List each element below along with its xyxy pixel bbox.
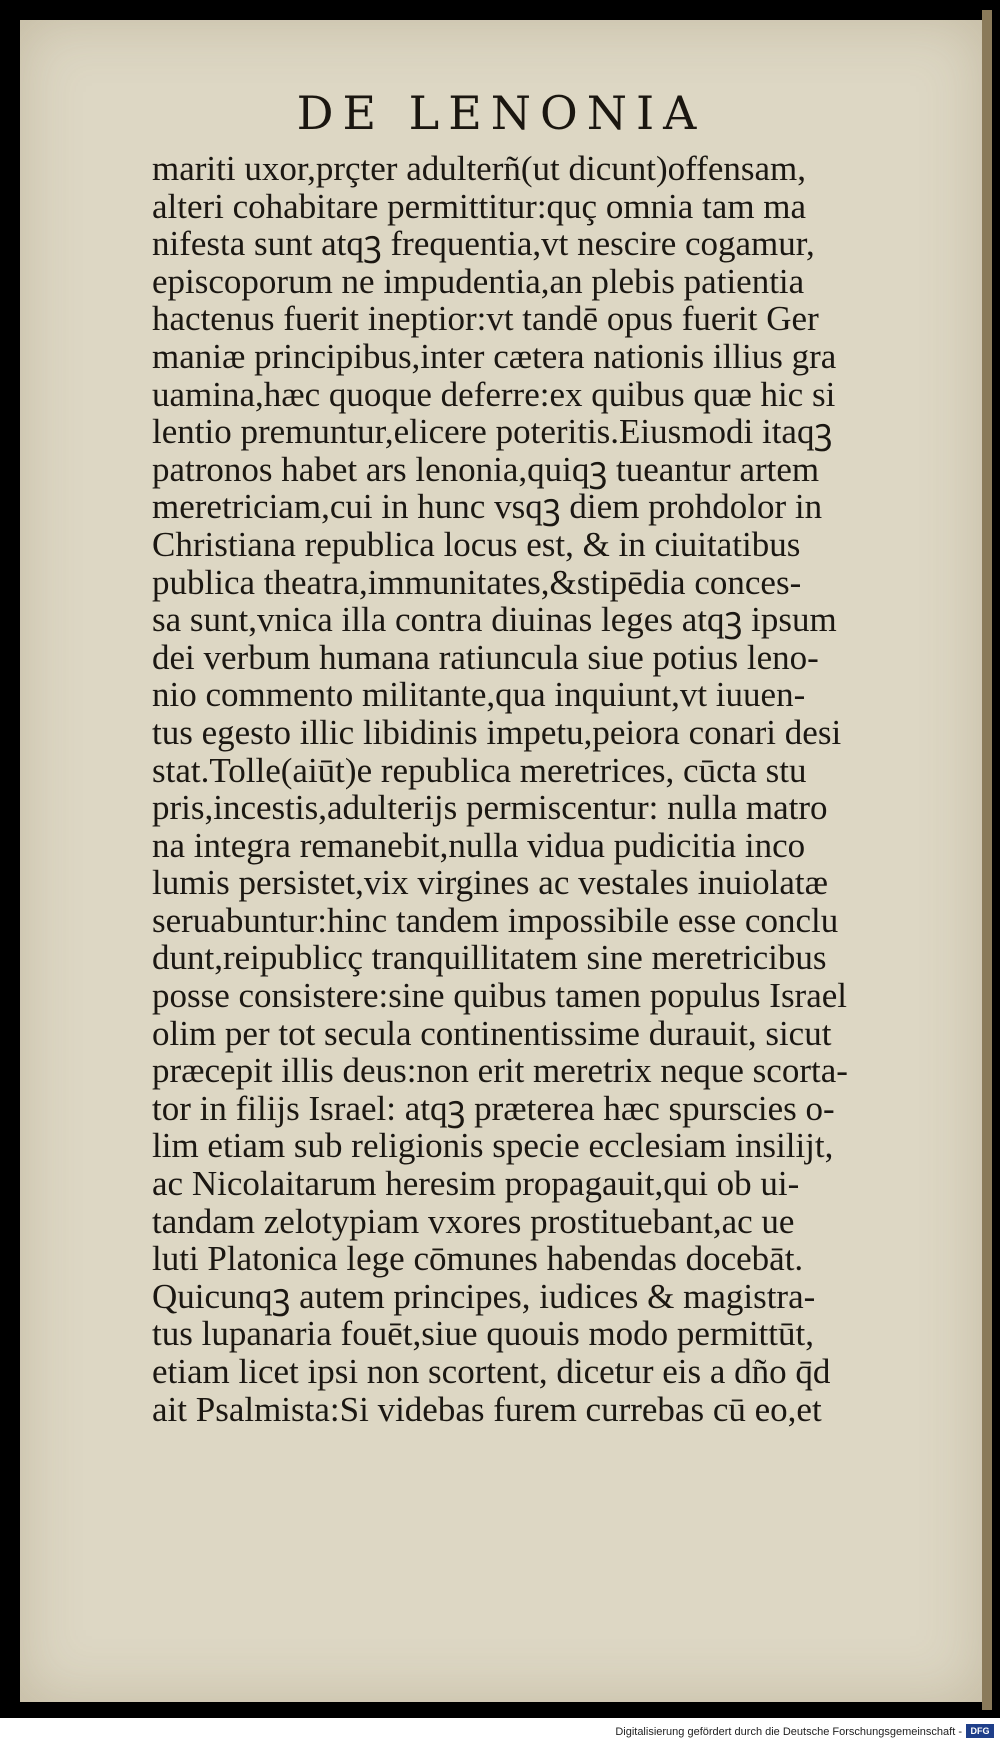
text-line: hactenus fuerit ineptior:vt tandē opus fuerit Ger [152,299,819,339]
text-line: Quicunqꝫ autem principes, iudices & magistra- [152,1276,816,1316]
text-line: publica theatra,immunitates,&stipēdia conces- [152,562,802,602]
book-page [20,20,982,1702]
text-line: olim per tot secula continentissime durauit, sicut [152,1013,832,1053]
footer-credit: Digitalisierung gefördert durch die Deutsche Forschungsgemeinschaft - [615,1726,962,1738]
text-line: tor in filijs Israel: atqꝫ præterea hæc spurscies o- [152,1088,835,1128]
footer-bar [0,1718,1000,1750]
text-line: etiam licet ipsi non scortent, dicetur eis a dño q̄d [152,1352,831,1391]
text-line: lim etiam sub religionis specie ecclesiam insilijt, [152,1126,834,1166]
text-line: tus lupanaria fouēt,siue quouis modo permittūt, [152,1314,814,1354]
text-line: tus egesto illic libidinis impetu,peiora conari desi [152,712,842,752]
text-line: sa sunt,vnica illa contra diuinas leges atqꝫ ipsum [152,600,837,640]
text-line: seruabuntur:hinc tandem impossibile esse conclu [152,900,839,940]
text-line: patronos habet ars lenonia,quiqꝫ tueantur artem [152,449,820,489]
text-line: maniæ principibus,inter cætera nationis illius gra [152,336,837,376]
text-line: ait Psalmista:Si videbas furem currebas cū eo,et [152,1389,822,1429]
text-line: na integra remanebit,nulla vidua pudicitia inco [152,825,806,865]
text-line: pris,incestis,adulterijs permiscentur: nulla matro [152,788,828,828]
dfg-logo: DFG [966,1724,994,1738]
text-line: lumis persistet,vix virgines ac vestales inuiolatæ [152,863,828,903]
text-line: dei verbum humana ratiuncula siue potius leno- [152,637,819,677]
text-line: luti Platonica lege cōmunes habendas docebāt. [152,1239,804,1279]
text-line: stat.Tolle(aiūt)e republica meretrices, cūcta stu [152,750,807,790]
text-line: tandam zelotypiam vxores prostituebant,ac ue [152,1201,795,1241]
text-line: uamina,hæc quoque deferre:ex quibus quæ hic si [152,374,836,414]
text-line: posse consistere:sine quibus tamen populus Israel [152,976,848,1016]
running-header: DE LENONIA [296,86,706,140]
text-line: Christiana republica locus est, & in ciuitatibus [152,524,801,564]
text-line: nifesta sunt atqꝫ frequentia,vt nescire cogamur, [152,224,815,264]
text-line: mariti uxor,prçter adulterñ(ut dicunt)offensam, [152,149,806,188]
page-body-text [152,150,972,1428]
page-edge [982,10,992,1710]
text-line: alteri cohabitare permittitur:quç omnia tam ma [152,186,807,226]
text-line: dunt,reipublicç tranquillitatem sine meretricibus [152,938,827,978]
text-line: episcoporum ne impudentia,an plebis patientia [152,261,805,301]
text-line: ac Nicolaitarum heresim propagauit,qui ob ui- [152,1164,800,1204]
text-line: præcepit illis deus:non erit meretrix neque scorta- [152,1051,848,1091]
text-line: lentio premuntur,elicere poteritis.Eiusmodi itaqꝫ [152,412,833,452]
text-line: nio commento militante,qua inquiunt,vt iuuen- [152,675,806,715]
text-line: meretriciam,cui in hunc vsqꝫ diem prohdolor in [152,487,823,527]
